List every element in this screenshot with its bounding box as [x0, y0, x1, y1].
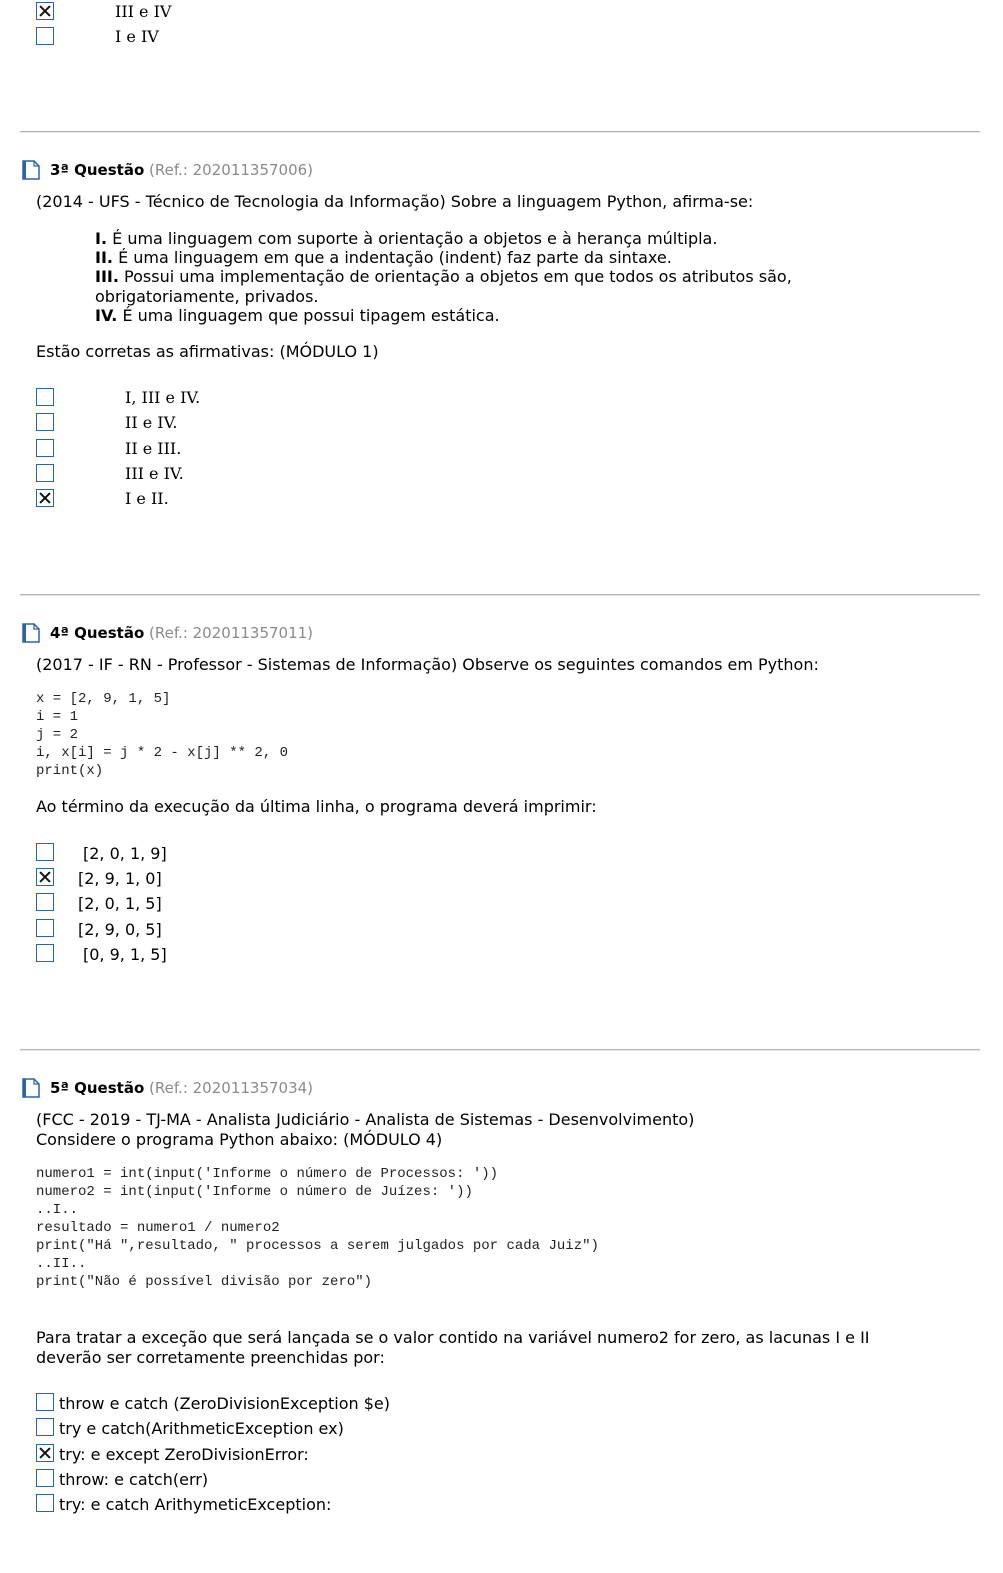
question-header	[50, 1078, 313, 1098]
code-line: x = [2, 9, 1, 5]	[36, 691, 171, 707]
question-prompt: Ao término da execução da última linha, o programa deverá imprimir:	[36, 797, 597, 816]
option-checkbox[interactable]	[36, 1393, 54, 1411]
option-label: II e IV.	[125, 413, 178, 432]
question-separator	[20, 594, 980, 596]
code-line: numero1 = int(input('Informe o número de Processos: '))	[36, 1166, 499, 1182]
code-line: ..II..	[36, 1256, 87, 1272]
option-label: [2, 9, 0, 5]	[78, 920, 162, 939]
question-prompt: Para tratar a exceção que será lançada se o valor contido na variável numero2 for zero, as lacunas I e II	[36, 1328, 870, 1347]
option-checkbox[interactable]	[36, 464, 54, 482]
option-checkbox[interactable]	[36, 944, 54, 962]
option-label: [2, 9, 1, 0]	[78, 869, 162, 888]
option-checkbox[interactable]	[36, 413, 54, 431]
document-icon	[22, 160, 40, 180]
question-statement: (2014 - UFS - Técnico de Tecnologia da Informação) Sobre a linguagem Python, afirma-se:	[36, 192, 754, 211]
option-label: try e catch(ArithmeticException ex)	[59, 1419, 344, 1438]
question-number: 3ª Questão	[50, 161, 145, 179]
option-label: throw e catch (ZeroDivisionException $e)	[59, 1394, 390, 1413]
code-line: ..I..	[36, 1202, 79, 1218]
code-line: print(x)	[36, 763, 104, 779]
question-prompt: Estão corretas as afirmativas: (MÓDULO 1)	[36, 342, 379, 361]
document-icon	[22, 1078, 40, 1098]
question-prompt: deverão ser corretamente preenchidas por:	[36, 1348, 385, 1367]
statement-item: obrigatoriamente, privados.	[95, 287, 319, 306]
option-label: [0, 9, 1, 5]	[83, 945, 167, 964]
option-checkbox[interactable]	[36, 439, 54, 457]
option-label: I, III e IV.	[125, 388, 201, 407]
statement-item: I. É uma linguagem com suporte à orientação a objetos e à herança múltipla.	[95, 229, 718, 248]
code-line: print("Não é possível divisão por zero")	[36, 1274, 373, 1290]
question-number: 5ª Questão	[50, 1079, 145, 1097]
code-line: numero2 = int(input('Informe o número de Juízes: '))	[36, 1184, 473, 1200]
question-ref: (Ref.: 202011357011)	[149, 624, 314, 642]
code-line: i = 1	[36, 709, 79, 725]
option-label: I e IV	[115, 27, 159, 46]
option-checkbox[interactable]	[36, 489, 54, 507]
code-line: print("Há ",resultado, " processos a serem julgados por cada Juiz")	[36, 1238, 599, 1254]
option-checkbox[interactable]	[36, 868, 54, 886]
option-checkbox[interactable]	[36, 919, 54, 937]
option-label: II e III.	[125, 439, 182, 458]
option-checkbox[interactable]	[36, 27, 54, 45]
option-checkbox[interactable]	[36, 2, 54, 20]
option-checkbox[interactable]	[36, 893, 54, 911]
question-header	[50, 623, 313, 643]
document-icon	[22, 623, 40, 643]
option-label: [2, 0, 1, 9]	[83, 844, 167, 863]
option-checkbox[interactable]	[36, 1444, 54, 1462]
question-separator	[20, 1049, 980, 1051]
option-label: III e IV	[115, 2, 172, 21]
question-ref: (Ref.: 202011357034)	[149, 1079, 314, 1097]
question-number: 4ª Questão	[50, 624, 145, 642]
statement-item: II. É uma linguagem em que a indentação (indent) faz parte da sintaxe.	[95, 248, 672, 267]
option-label: III e IV.	[125, 464, 184, 483]
option-checkbox[interactable]	[36, 1418, 54, 1436]
question-statement: (FCC - 2019 - TJ-MA - Analista Judiciário - Analista de Sistemas - Desenvolvimento)	[36, 1110, 695, 1129]
question-ref: (Ref.: 202011357006)	[149, 161, 314, 179]
statement-item: IV. É uma linguagem que possui tipagem estática.	[95, 306, 500, 325]
question-header	[50, 160, 313, 180]
option-label: I e II.	[125, 489, 169, 508]
statement-item: III. Possui uma implementação de orientação a objetos em que todos os atributos são,	[95, 267, 792, 286]
question-statement: (2017 - IF - RN - Professor - Sistemas de Informação) Observe os seguintes comandos em Python:	[36, 655, 819, 674]
code-line: resultado = numero1 / numero2	[36, 1220, 280, 1236]
option-checkbox[interactable]	[36, 1469, 54, 1487]
option-label: try: e catch ArithymeticException:	[59, 1495, 332, 1514]
code-line: j = 2	[36, 727, 79, 743]
question-statement: Considere o programa Python abaixo: (MÓDULO 4)	[36, 1130, 443, 1149]
option-checkbox[interactable]	[36, 843, 54, 861]
option-checkbox[interactable]	[36, 1494, 54, 1512]
code-line: i, x[i] = j * 2 - x[j] ** 2, 0	[36, 745, 289, 761]
option-checkbox[interactable]	[36, 388, 54, 406]
option-label: [2, 0, 1, 5]	[78, 894, 162, 913]
option-label: throw: e catch(err)	[59, 1470, 209, 1489]
question-separator	[20, 131, 980, 133]
option-label: try: e except ZeroDivisionError:	[59, 1445, 309, 1464]
